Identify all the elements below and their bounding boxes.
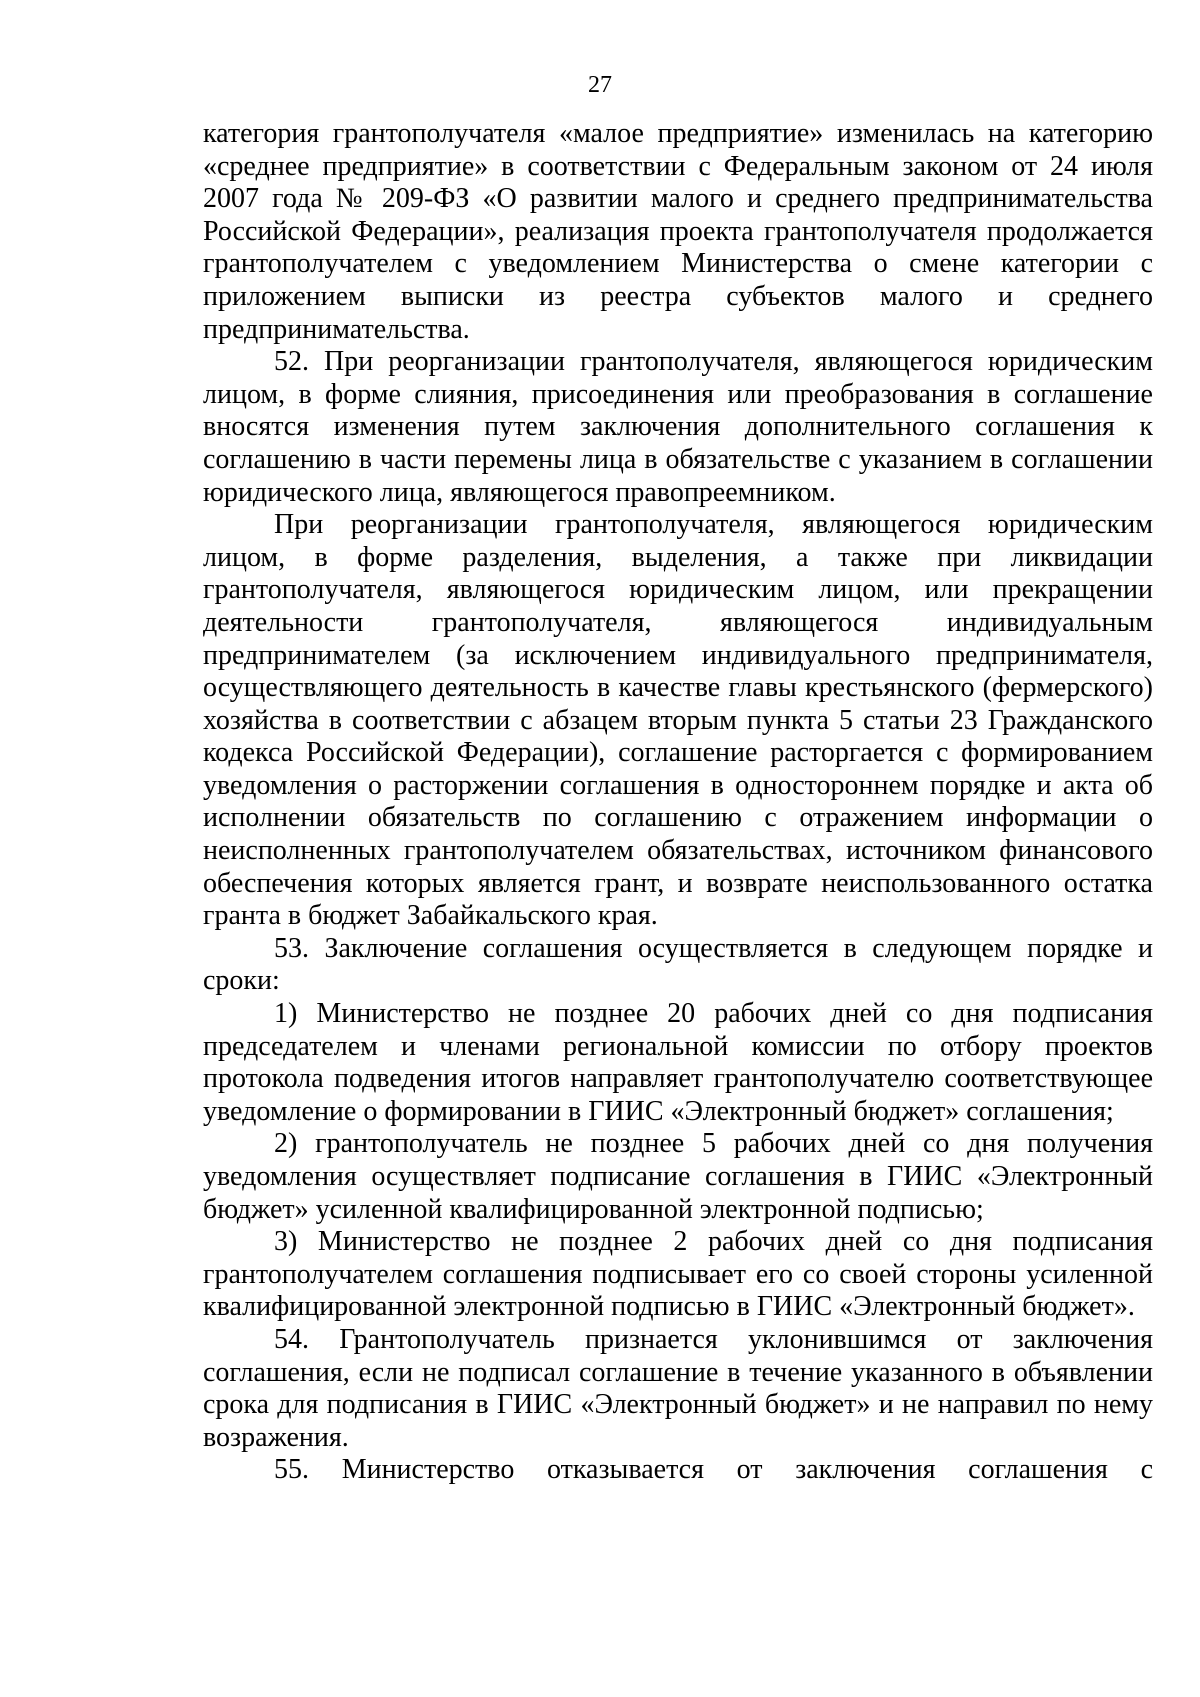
paragraph-53-item-3: 3) Министерство не позднее 2 рабочих дней со дня подписания грантополучателем соглашения подписывает его со своей стороны усиленной квалифицированной электронной подписью в ГИИС «Электронный бюджет». (203, 1226, 1153, 1323)
document-body (203, 118, 1153, 1487)
paragraph-52-reorganization: При реорганизации грантополучателя, являющегося юридическим лицом, в форме разделения, выделения, а также при ликвидации грантополучателя, являющегося юридическим лицом, или прекращении деятельности грантополучателя, являющегося индивидуальным предпринимателем (за исключением индивидуального предпринимателя, осуществляющего деятельность в качестве главы крестьянского (фермерского) хозяйства в соответствии с абзацем вторым пункта 5 статьи 23 Гражданского кодекса Российской Федерации), соглашение расторгается с формированием уведомления о расторжении соглашения в одностороннем порядке и акта об исполнении обязательств по соглашению с отражением информации о неисполненных грантополучателем обязательствах, источником финансового обеспечения которых является грант, и возврате неиспользованного остатка гранта в бюджет Забайкальского края. (203, 509, 1153, 932)
paragraph-53-item-1: 1) Министерство не позднее 20 рабочих дней со дня подписания председателем и членами региональной комиссии по отбору проектов протокола подведения итогов направляет грантополучателю соответствующее уведомление о формировании в ГИИС «Электронный бюджет» соглашения; (203, 998, 1153, 1127)
paragraph-52: 52. При реорганизации грантополучателя, являющегося юридическим лицом, в форме слияния, присоединения или преобразования в соглашение вносятся изменения путем заключения дополнительного соглашения к соглашению в части перемены лица в обязательстве с указанием в соглашении юридического лица, являющегося правопреемником. (203, 346, 1153, 508)
paragraph-54: 54. Грантополучатель признается уклонившимся от заключения соглашения, если не подписал соглашение в течение указанного в объявлении срока для подписания в ГИИС «Электронный бюджет» и не направил по нему возражения. (203, 1323, 1153, 1453)
paragraph-53-item-2: 2) грантополучатель не позднее 5 рабочих дней со дня получения уведомления осуществляет подписание соглашения в ГИИС «Электронный бюджет» усиленной квалифицированной электронной подписью; (203, 1128, 1153, 1225)
paragraph-55: 55. Министерство отказывается от заключения соглашения с (274, 1454, 1153, 1486)
page-number: 27 (588, 72, 612, 98)
paragraph-53: 53. Заключение соглашения осуществляется в следующем порядке и сроки: (203, 932, 1153, 997)
paragraph-continuation: категория грантополучателя «малое предприятие» изменилась на категорию «среднее предприятие» в соответствии с Федеральным законом от 24 июля 2007 года № 209-ФЗ «О развитии малого и среднего предпринимательства Российской Федерации», реализация проекта грантополучателя продолжается грантополучателем с уведомлением Министерства о смене категории с приложением выписки из реестра субъектов малого и среднего предпринимательства. (203, 118, 1153, 345)
